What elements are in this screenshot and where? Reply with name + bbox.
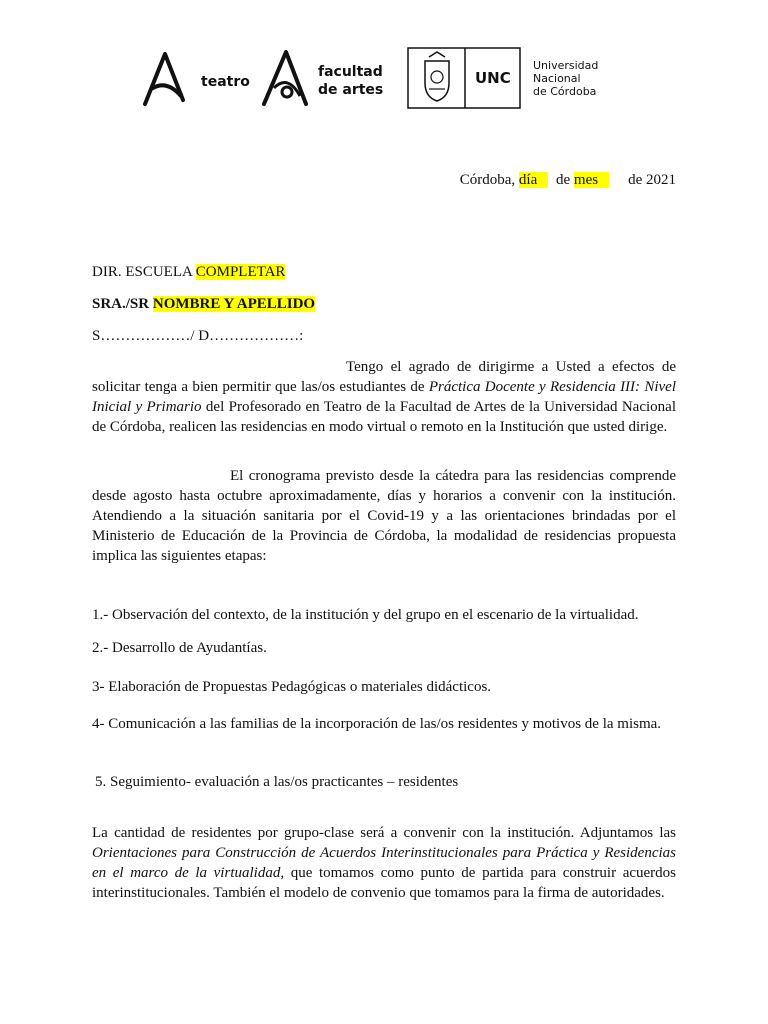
unc-name-line1: Universidad [533,59,599,72]
name-placeholder: NOMBRE Y APELLIDO [152,296,316,312]
date-city: Córdoba, [459,172,519,188]
unc-logo [407,47,607,109]
orientaciones-title: Orientaciones para Construcción de Acuerdos Interinstitucionales para Práctica y Residencias en el marco de la virtualidad, [92,845,676,881]
teatro-logo-text: teatro [201,74,250,90]
date-day-placeholder: día [518,172,549,188]
school-placeholder: COMPLETAR [195,264,286,280]
stage-item-1: 1.- Observación del contexto, de la institución y del grupo en el escenario de la virtualidad. [92,607,639,623]
facultad-artes-logo [262,48,392,108]
date-month-placeholder: mes [573,172,610,188]
salutation-sd: S………………/ D………………: [92,328,304,344]
recipient-school: DIR. ESCUELA COMPLETAR [92,264,286,280]
unc-abbr: UNC [475,69,511,87]
date-year: de 2021 [609,172,676,188]
stage-item-3: 3- Elaboración de Propuestas Pedagógicas o materiales didácticos. [92,679,492,695]
teatro-logo [143,50,250,106]
unc-name-line3: de Córdoba [533,85,597,98]
facultad-logo-line1: facultad [318,64,383,80]
paragraph-3: La cantidad de residentes por grupo-clase será a convenir con la institución. Adjuntamos las Orientaciones para Construcción de Acuerdos Interinstitucionales para Práctica y Residencias en el marco de la virtualidad, que tomamos como punto de partida para construir acuerdos interinstitucionales. También el modelo de convenio que tomamos para la firma de autoridades. [92,825,677,901]
course-name: Práctica Docente y Residencia III: Nivel Inicial y Primario [92,379,676,415]
stage-item-5: 5. Seguimiento- evaluación a las/os practicantes – residentes [95,774,459,790]
facultad-logo-line2: de artes [318,82,384,98]
unc-seal-icon [425,52,449,101]
paragraph-1: Tengo el agrado de dirigirme a Usted a efectos de solicitar tenga a bien permitir que las/os estudiantes de Práctica Docente y Residencia III: Nivel Inicial y Primario del Profesorado en Teatro de la Facultad de Artes de la Universidad Nacional de Córdoba, realicen las residencias en modo virtual o remoto en la Institución que usted dirige. [92,359,676,435]
stage-item-4: 4- Comunicación a las familias de la incorporación de las/os residentes y motivos de la misma. [92,716,662,732]
paragraph-2: El cronograma previsto desde la cátedra para las residencias comprende desde agosto hasta octubre aproximadamente, días y horarios a convenir con la institución. Atendiendo a la situación sanitaria por el Covid-19 y a las orientaciones brindadas por el Ministerio de Educación de la Provincia de Córdoba, la modalidad de residencias propuesta implica las siguientes etapas: [92,468,676,564]
recipient-name: SRA./SR NOMBRE Y APELLIDO [92,296,316,312]
date-line [460,170,676,190]
unc-name-line2: Nacional [533,72,581,85]
date-de: de [548,172,574,188]
stage-item-2: 2.- Desarrollo de Ayudantías. [92,640,267,656]
